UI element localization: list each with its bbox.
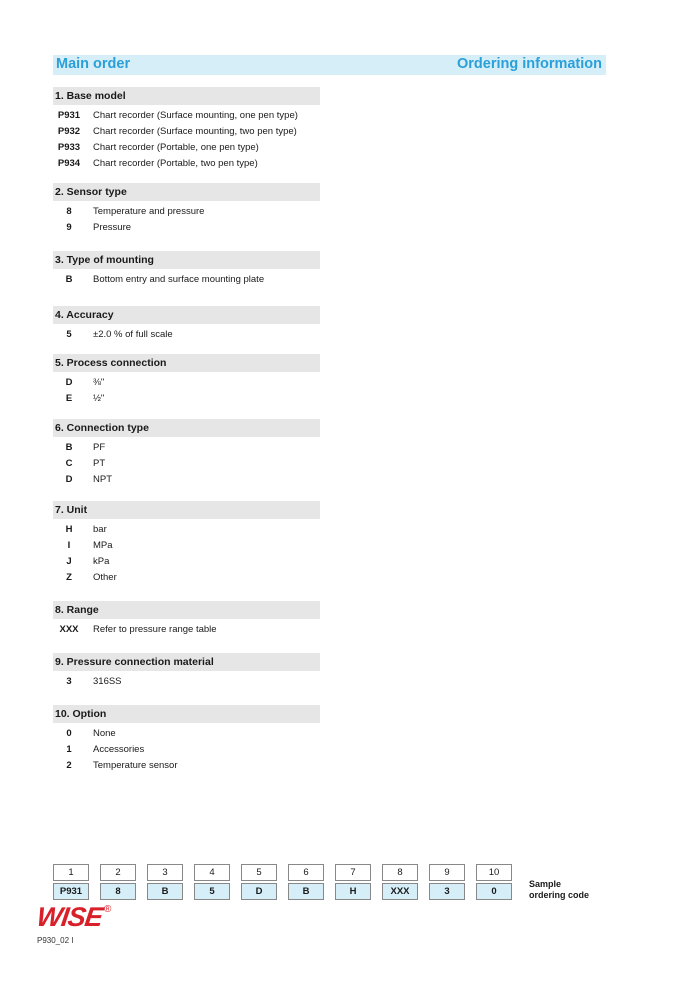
option-code: I [67,540,71,551]
option-row [53,272,320,288]
option-code: H [65,524,73,535]
code-position-number: 6 [288,864,324,881]
option-description: Bottom entry and surface mounting plate [93,274,265,285]
wise-logo: WISE [34,902,105,932]
page-subtitle: Ordering information [457,56,602,72]
section [53,306,320,343]
code-value: D [241,883,277,900]
option-description: Pressure [93,222,132,233]
section [53,87,320,172]
option-row [53,554,320,570]
option-row [53,472,320,488]
code-cell [476,864,512,900]
section [53,601,320,638]
option-code: P933 [57,142,81,153]
option-description: Chart recorder (Surface mounting, two pen type) [93,126,297,137]
code-position-number: 3 [147,864,183,881]
option-row [53,674,320,690]
option-description: 316SS [93,676,122,687]
section-title: 10. Option [53,705,320,723]
section-title: 8. Range [53,601,320,619]
option-row [53,440,320,456]
section-title: 4. Accuracy [53,306,320,324]
code-position-number: 10 [476,864,512,881]
sample-label: Sample ordering code [529,879,590,900]
code-value: 8 [100,883,136,900]
code-cell [335,864,371,900]
page-reference: P930_02 I [37,936,74,945]
option-description: Chart recorder (Portable, one pen type) [93,142,259,153]
option-description: NPT [93,474,112,485]
option-code: P931 [57,110,81,121]
option-row [53,124,320,140]
code-position-number: 9 [429,864,465,881]
option-code: 2 [66,760,72,771]
option-code: 5 [66,329,72,340]
code-cell [194,864,230,900]
header-bar [53,55,606,75]
option-description: ⅜" [93,377,105,388]
code-position-number: 5 [241,864,277,881]
option-code: J [66,556,72,567]
option-row [53,522,320,538]
option-description: Chart recorder (Portable, two pen type) [93,158,258,169]
option-description: bar [93,524,107,535]
code-value: B [147,883,183,900]
section-title: 3. Type of mounting [53,251,320,269]
option-row [53,140,320,156]
option-description: Chart recorder (Surface mounting, one pen type) [93,110,298,121]
code-value: B [288,883,324,900]
option-code: D [65,377,73,388]
code-cell [147,864,183,900]
code-position-number: 2 [100,864,136,881]
code-cell [53,864,89,900]
option-row [53,456,320,472]
section-title: 5. Process connection [53,354,320,372]
code-cell [382,864,418,900]
section [53,501,320,586]
option-description: None [93,728,116,739]
option-description: ±2.0 % of full scale [93,329,173,340]
option-code: 1 [66,744,72,755]
option-code: B [65,442,73,453]
option-code: P932 [57,126,81,137]
option-row [53,375,320,391]
option-description: Temperature and pressure [93,206,205,217]
code-value: P931 [53,883,89,900]
option-row [53,327,320,343]
code-position-number: 7 [335,864,371,881]
option-code: XXX [59,624,79,635]
option-description: kPa [93,556,110,567]
option-description: Other [93,572,117,583]
code-value: 3 [429,883,465,900]
option-row [53,622,320,638]
section [53,705,320,774]
section-title: 7. Unit [53,501,320,519]
code-position-number: 8 [382,864,418,881]
code-cell [100,864,136,900]
option-code: 0 [66,728,72,739]
section-title: 6. Connection type [53,419,320,437]
option-code: P934 [57,158,81,169]
code-value: 5 [194,883,230,900]
option-description: PT [93,458,106,469]
section [53,183,320,236]
option-description: Temperature sensor [93,760,178,771]
code-cell [429,864,465,900]
registered-mark: ® [104,904,112,915]
option-row [53,570,320,586]
option-code: 3 [66,676,72,687]
option-code: B [65,274,73,285]
option-description: Refer to pressure range table [93,624,217,635]
option-code: D [65,474,73,485]
option-row [53,156,320,172]
section [53,251,320,288]
option-description: Accessories [93,744,145,755]
section [53,419,320,488]
option-description: PF [93,442,106,453]
option-row [53,391,320,407]
code-position-number: 4 [194,864,230,881]
sample-ordering-code [53,864,613,900]
section [53,354,320,407]
option-row [53,108,320,124]
option-row [53,538,320,554]
option-code: 8 [66,206,72,217]
code-cell [241,864,277,900]
option-row [53,204,320,220]
option-row [53,758,320,774]
page-title: Main order [56,56,131,72]
option-row [53,742,320,758]
option-code: 9 [66,222,72,233]
code-value: XXX [382,883,418,900]
option-code: Z [66,572,72,583]
section-title: 9. Pressure connection material [53,653,320,671]
option-description: MPa [93,540,113,551]
code-value: 0 [476,883,512,900]
option-row [53,726,320,742]
code-position-number: 1 [53,864,89,881]
option-row [53,220,320,236]
option-code: E [65,393,73,404]
section-title: 2. Sensor type [53,183,320,201]
section [53,653,320,690]
option-description: ½" [93,393,105,404]
code-value: H [335,883,371,900]
section-title: 1. Base model [53,87,320,105]
code-cell [288,864,324,900]
option-code: C [65,458,73,469]
